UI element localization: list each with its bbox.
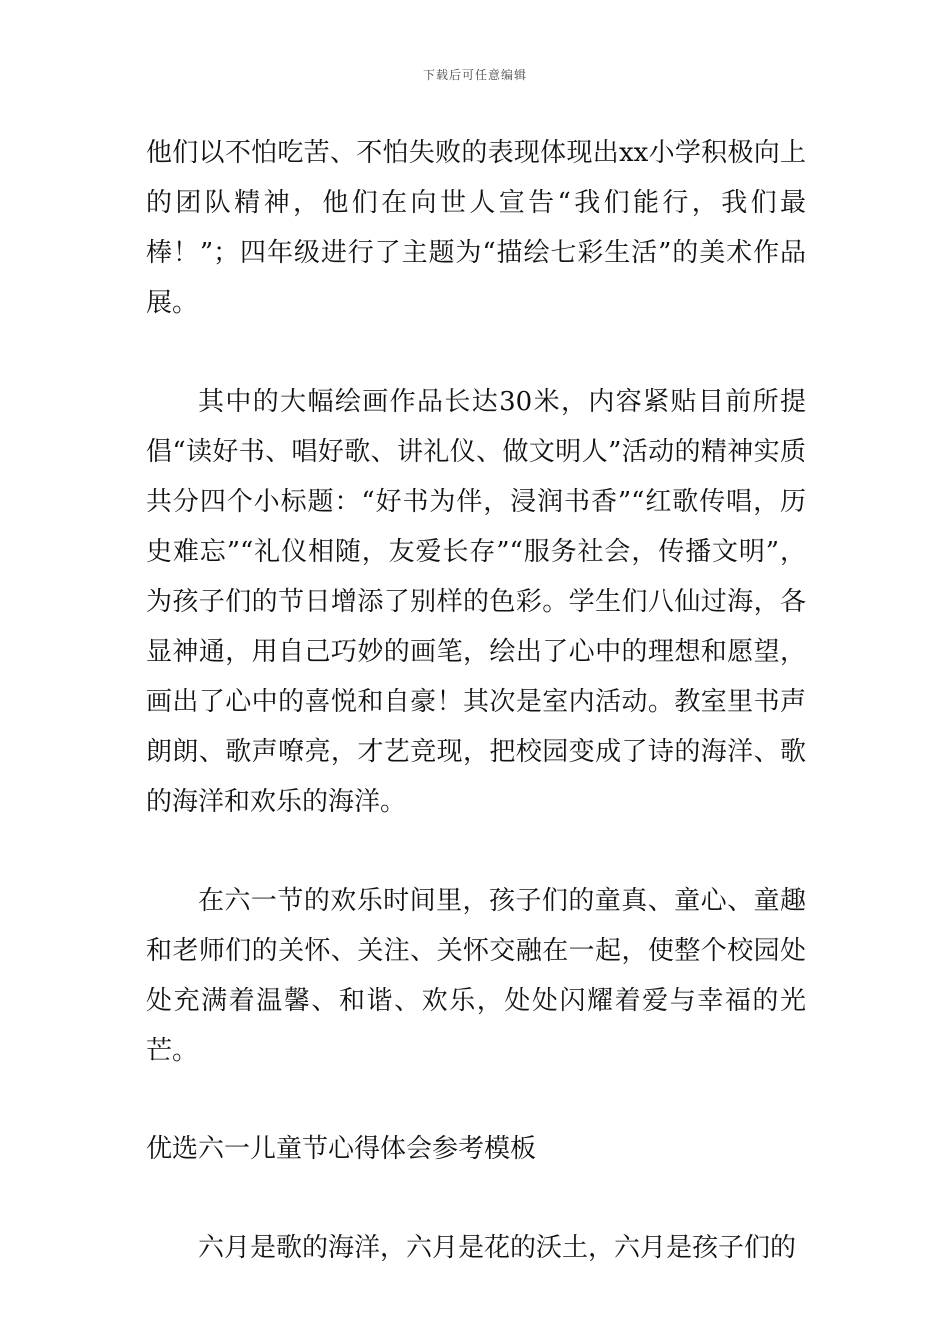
paragraph-continued: 他们以不怕吃苦、不怕失败的表现体现出xx小学积极向上的团队精神，他们在向世人宣告“我们能行，我们最棒！”；四年级进行了主题为“描绘七彩生活”的美术作品展。 <box>146 138 806 318</box>
paragraph-june-intro: 六月是歌的海洋，六月是花的沃土，六月是孩子们的 <box>198 1233 797 1263</box>
paragraph-art-exhibition: 其中的大幅绘画作品长达30米，内容紧贴目前所提倡“读好书、唱好歌、讲礼仪、做文明人”活动的精神实质共分四个小标题：“好书为伴，浸润书香”“红歌传唱，历史难忘”“礼仪相随，友爱长存”“服务社会，传播文明”，为孩子们的节日增添了别样的色彩。学生们八仙过海，各显神通，用自己巧妙的画笔，绘出了心中的理想和愿望，画出了心中的喜悦和自豪！其次是室内活动。教室里书声朗朗、歌声嘹亮，才艺竞现，把校园变成了诗的海洋、歌的海洋和欢乐的海洋。 <box>146 387 806 817</box>
page-header: 下载后可任意编辑 <box>422 68 527 82</box>
paragraph-childrens-day-joy: 在六一节的欢乐时间里，孩子们的童真、童心、童趣和老师们的关怀、关注、关怀交融在一起，使整个校园处处充满着温馨、和谐、欢乐，处处闪耀着爱与幸福的光芒。 <box>146 886 806 1066</box>
document-body <box>146 128 806 1273</box>
section-title: 优选六一儿童节心得体会参考模板 <box>146 1134 537 1164</box>
